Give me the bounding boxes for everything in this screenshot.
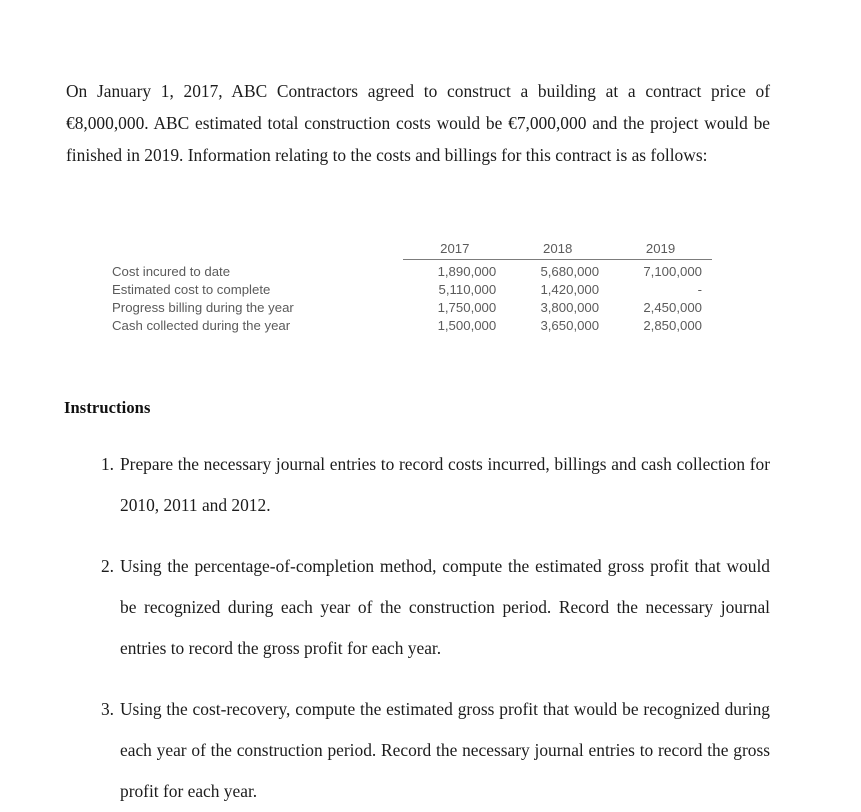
list-item-marker: 1. [100, 454, 114, 474]
table-header-blank [112, 240, 403, 260]
list-item-text: Prepare the necessary journal entries to record costs incurred, billings and cash collection for 2010, 2011 and 2012. [120, 454, 770, 515]
cell-estimated-cost-2019: - [697, 282, 702, 297]
table-row [112, 299, 712, 317]
table-header-row [112, 240, 712, 260]
list-item-marker: 3. [100, 699, 114, 719]
row-label-progress-billing: Progress billing during the year [112, 300, 294, 315]
cell-progress-billing-2019: 2,450,000 [643, 300, 702, 315]
cell-cash-collected-2018: 3,650,000 [540, 318, 600, 333]
table-row [112, 281, 712, 299]
cell-estimated-cost-2017: 5,110,000 [438, 282, 497, 297]
instructions-list [66, 444, 770, 812]
contract-data-table [112, 240, 712, 335]
cell-cost-incurred-2017: 1,890,000 [437, 264, 497, 279]
list-item-marker: 2. [100, 556, 114, 576]
table-header-2019: 2019 [609, 240, 712, 260]
table-body [112, 260, 712, 336]
cell-cash-collected-2019: 2,850,000 [643, 318, 702, 333]
cell-progress-billing-2017: 1,750,000 [437, 300, 497, 315]
cell-cash-collected-2017: 1,500,000 [437, 318, 497, 333]
row-label-estimated-cost-to-complete: Estimated cost to complete [112, 282, 271, 297]
cell-progress-billing-2018: 3,800,000 [540, 300, 600, 315]
table-row [112, 317, 712, 335]
row-label-cash-collected: Cash collected during the year [112, 318, 291, 333]
list-item-text: Using the cost-recovery, compute the estimated gross profit that would be recognized during each year of the construction period. Record the necessary journal entries to record the gross profit for each year. [120, 699, 770, 801]
list-item [66, 444, 770, 526]
row-label-cost-incurred-to-date: Cost incured to date [112, 263, 231, 279]
intro-paragraph: On January 1, 2017, ABC Contractors agreed to construct a building at a contract price of €8,000,000. ABC estimated total construction costs would be €7,000,000 and the project would be finished in 2019. Information relating to the costs and billings for this contract is as follows: [66, 81, 770, 166]
table-header-2017: 2017 [403, 240, 506, 260]
table-row [112, 260, 712, 282]
list-item-text: Using the percentage-of-completion method, compute the estimated gross profit that would be recognized during each year of the construction period. Record the necessary journal entries to record the gross profit for each year. [120, 556, 770, 658]
instructions-heading: Instructions [64, 398, 151, 417]
list-item [66, 689, 770, 812]
table-head [112, 240, 712, 260]
cell-cost-incurred-2018: 5,680,000 [540, 264, 600, 279]
cell-cost-incurred-2019: 7,100,000 [643, 264, 702, 279]
table-header-2018: 2018 [506, 240, 609, 260]
cell-estimated-cost-2018: 1,420,000 [540, 282, 600, 297]
list-item [66, 546, 770, 669]
